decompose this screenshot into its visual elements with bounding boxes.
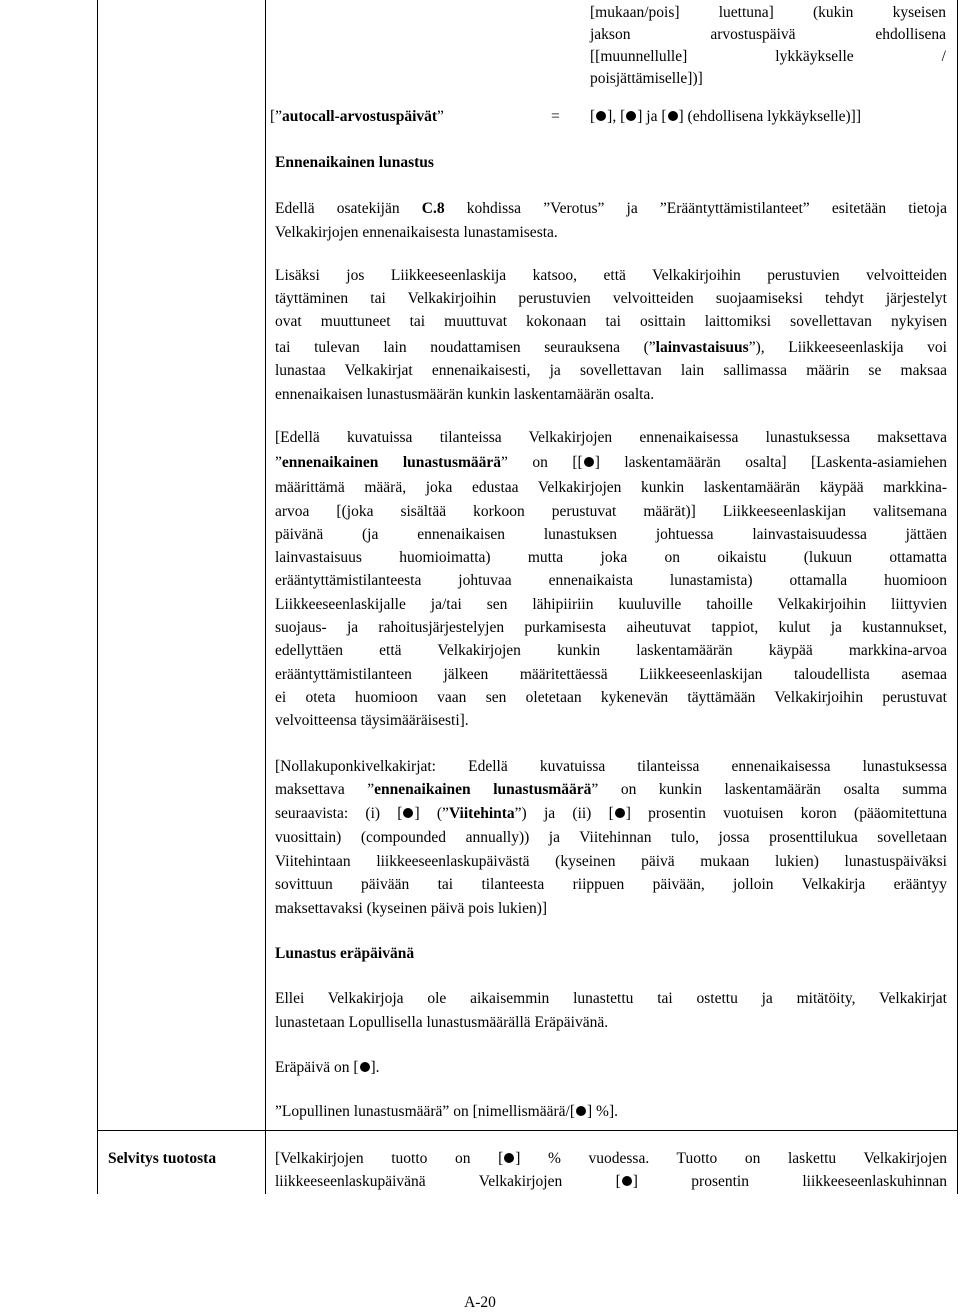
paragraph-line: erääntyttämistilanteesta johtuvaa ennenaikaista lunastamista) ottamalla huomioon [275,572,947,589]
placeholder-dot [584,457,594,467]
paragraph-line: ”Lopullinen lunastusmäärä” on [nimellismäärä/[ ] %]. [275,1103,618,1120]
placeholder-dot [615,808,625,818]
paragraph-line: vuosittain) (compounded annually)) ja Viitehinnan tulo, jossa prosenttilukua sovelletaan [275,829,947,846]
autocall-equals: = [551,108,560,125]
paragraph-line: ovat muuttuneet tai muuttuvat kokonaan tai osittain laittomiksi sovellettavan nykyisen [275,313,947,330]
placeholder-dot [626,111,636,121]
paragraph-line: Viitehintaan liikkeeseenlaskupäivästä (kyseinen päivä mukaan lukien) lunastuspäiväksi [275,853,947,870]
paragraph-line: erääntyttämistilanteen jälkeen määritettäessä Liikkeeseenlaskijan taloudellista asemaa [275,666,947,683]
section-heading: Ennenaikainen lunastus [275,154,434,171]
continuation-line: poisjättämiselle])] [590,70,703,87]
paragraph-line: Edellä osatekijän C.8 kohdissa ”Verotus” ja ”Erääntyttämistilanteet” esitetään tietoja [275,200,947,217]
placeholder-dot [576,1106,586,1116]
row-label: Selvitys tuotosta [108,1150,217,1167]
autocall-term: [”autocall-arvostuspäivät” [270,108,444,125]
paragraph-line: velvoitteensa täysimääräisesti]. [275,712,469,729]
paragraph-line: lunastetaan Lopullisella lunastusmäärällä Eräpäivänä. [275,1014,609,1031]
paragraph-line: suojaus- ja rahoitusjärjestelyjen purkamisesta aiheutuvat tappiot, kulut ja kustannukset, [275,619,947,636]
paragraph-line: lainvastaisuus huomioimatta) mutta joka on oikaistu (lukuun ottamatta [275,549,947,566]
table-row-divider [97,1130,958,1131]
paragraph-line: maksettavaksi (kyseinen päivä pois lukien)] [275,900,548,917]
placeholder-dot [622,1176,632,1186]
placeholder-dot [596,111,606,121]
table-right-border [957,0,958,1194]
paragraph-line: ennenaikaisen lunastusmäärän kunkin laskentamäärän osalta. [275,386,655,403]
table-left-border [97,0,98,1194]
continuation-line: [[muunnellulle] lykkäykselle / [590,48,946,65]
paragraph-line: liikkeeseenlaskupäivänä Velkakirjojen [ ] prosentin liikkeeseenlaskuhinnan [275,1173,947,1190]
paragraph-line: ei oteta huomioon vaan sen oletetaan kykenevän täyttämään Velkakirjoihin perustuvat [275,689,947,706]
placeholder-dot [403,808,413,818]
paragraph-line: [Nollakuponkivelkakirjat: Edellä kuvatuissa tilanteissa ennenaikaisessa lunastuksessa [275,758,947,775]
paragraph-line: lunastaa Velkakirjat ennenaikaisesti, ja sovellettavan lain sallimassa määrin se maksaa [275,362,947,379]
paragraph-line: [Velkakirjojen tuotto on [ ] % vuodessa. Tuotto on laskettu Velkakirjojen [275,1150,947,1167]
section-heading: Lunastus eräpäivänä [275,945,415,962]
paragraph-line: Ellei Velkakirjoja ole aikaisemmin lunastettu tai ostettu ja mitätöity, Velkakirjat [275,990,947,1007]
paragraph-line: määrittämä määrä, joka edustaa Velkakirjojen kunkin laskentamäärän käypää markkina- [275,479,947,496]
paragraph-line: [Edellä kuvatuissa tilanteissa Velkakirjojen ennenaikaisessa lunastuksessa maksettava [275,429,947,446]
paragraph-line: maksettava ”ennenaikainen lunastusmäärä” on kunkin laskentamäärän osalta summa [275,781,947,798]
table-column-divider [265,0,266,1194]
paragraph-line: ”ennenaikainen lunastusmäärä” on [[ ] laskentamäärän osalta] [Laskenta-asiamiehen [275,454,947,471]
continuation-line: jakson arvostuspäivä ehdollisena [590,26,946,43]
paragraph-line: Liikkeeseenlaskijalle ja/tai sen lähipiiriin kuuluville tahoille Velkakirjoihin liittyvien [275,596,947,613]
continuation-line: [mukaan/pois] luettuna] (kukin kyseisen [590,4,946,21]
placeholder-dot [504,1153,514,1163]
placeholder-dot [668,111,678,121]
paragraph-line: sovittuun päivään tai tilanteesta riippuen päivään, jolloin Velkakirja erääntyy [275,876,947,893]
paragraph-line: seuraavista: (i) [ ] (”Viitehinta”) ja (ii) [ ] prosentin vuotuisen koron (pääomitettuna [275,805,948,822]
paragraph-line: tai tulevan lain noudattamisen seurauksena (”lainvastaisuus”), Liikkeeseenlaskija voi [275,339,947,356]
paragraph-line: Eräpäivä on [ ]. [275,1059,380,1076]
autocall-value: [ ], [ ] ja [ ] (ehdollisena lykkäykselle)]] [590,108,862,125]
placeholder-dot [360,1062,370,1072]
paragraph-line: päivänä (ja ennenaikaisen lunastuksen johtuessa lainvastaisuudessa jättäen [275,526,947,543]
paragraph-line: Lisäksi jos Liikkeeseenlaskija katsoo, että Velkakirjoihin perustuvien velvoitteiden [275,267,947,284]
page-number: A-20 [464,1294,496,1311]
paragraph-line: täyttäminen tai Velkakirjoihin perustuvien velvoitteiden suojaamiseksi tehdyt järjestelyt [275,290,947,307]
paragraph-line: edellyttäen että Velkakirjojen kunkin laskentamäärän käypää markkina-arvoa [275,642,947,659]
paragraph-line: Velkakirjojen ennenaikaisesta lunastamisesta. [275,224,558,241]
paragraph-line: arvoa [(joka sisältää korkoon perustuvat määrät)] Liikkeeseenlaskijan valitsemana [275,503,947,520]
